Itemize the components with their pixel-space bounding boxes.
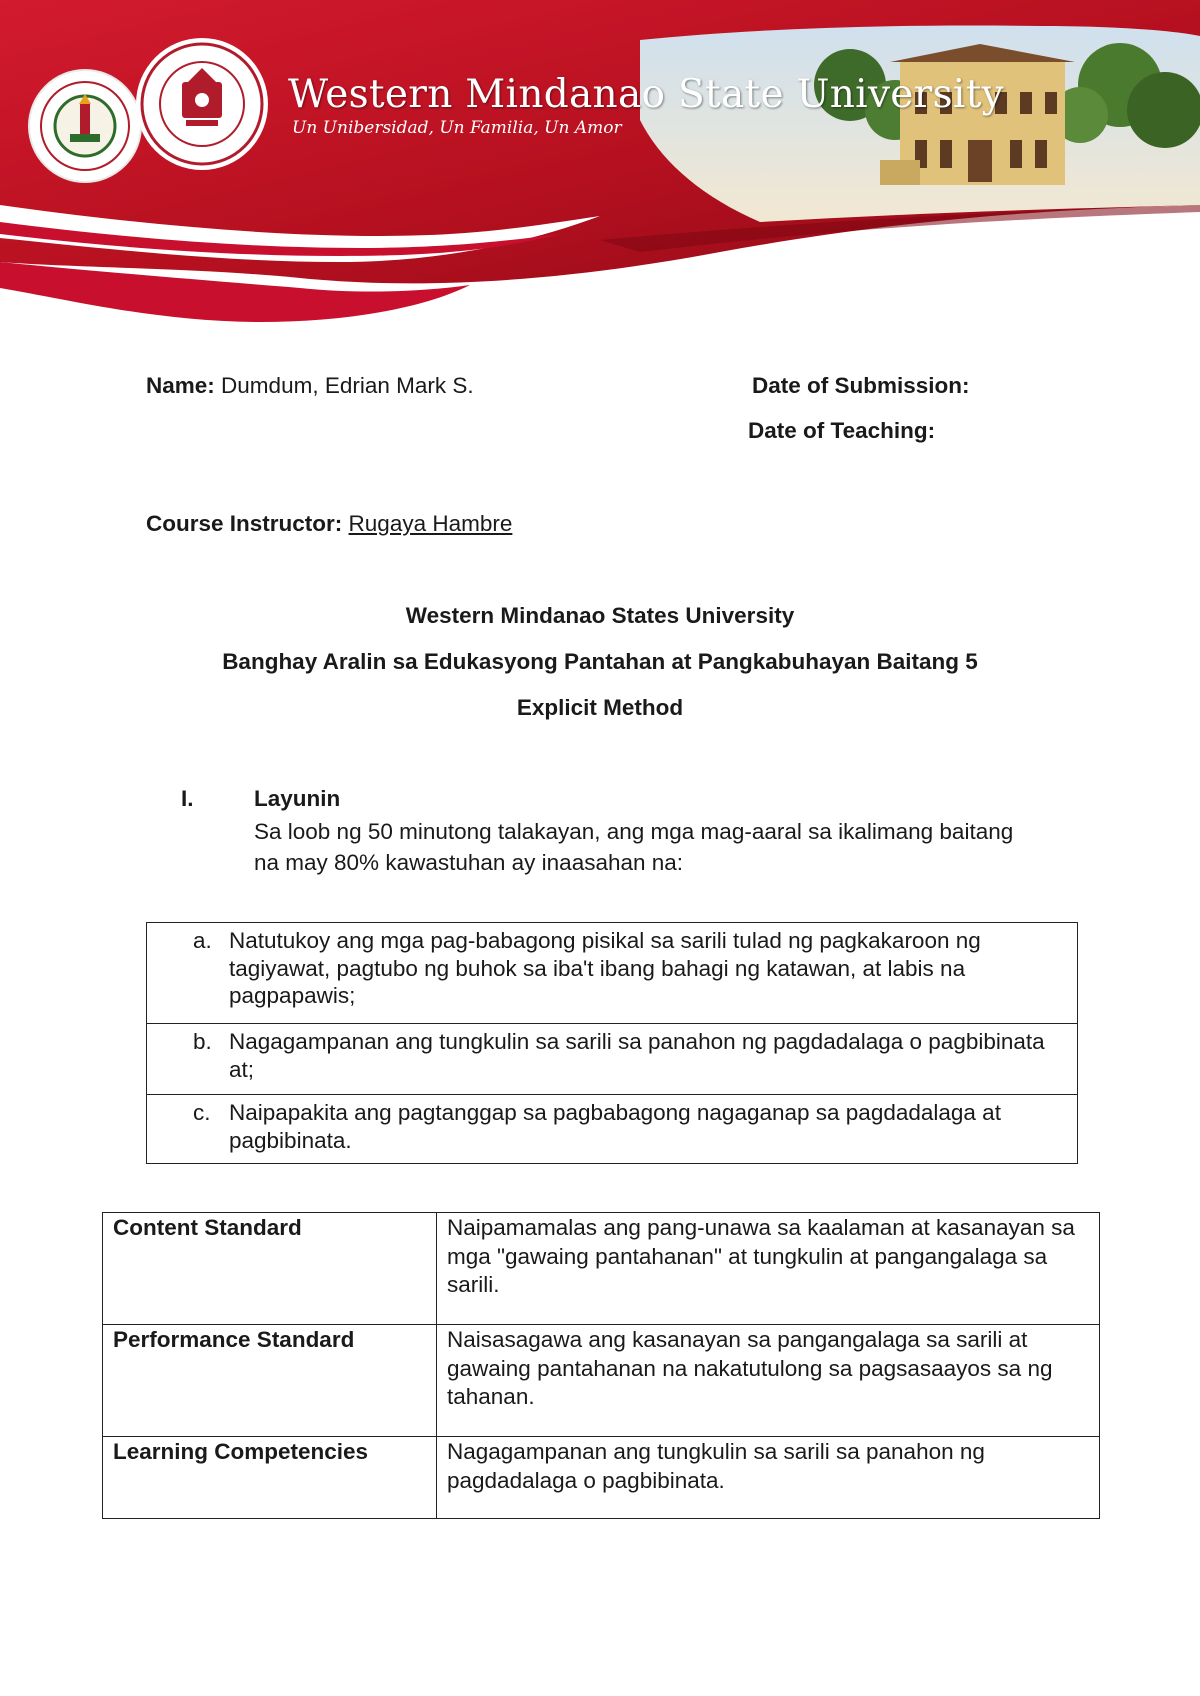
objective-row xyxy=(147,923,1077,1023)
date-of-teaching-label: Date of Teaching: xyxy=(748,418,936,443)
wmsu-seal-logo xyxy=(136,38,268,170)
standards-table xyxy=(102,1212,1100,1519)
content-standard-label: Content Standard xyxy=(103,1213,437,1325)
document-title-method: Explicit Method xyxy=(516,695,684,720)
section-title: Layunin xyxy=(254,786,341,811)
campus-building-photo xyxy=(640,26,1200,222)
table-row xyxy=(103,1325,1100,1437)
learning-competencies-label: Learning Competencies xyxy=(103,1437,437,1519)
objective-letter: c. xyxy=(193,1100,211,1125)
objective-row xyxy=(147,1023,1077,1094)
header-background xyxy=(0,0,1200,340)
student-name-line xyxy=(146,372,474,400)
objective-text: Nagagampanan ang tungkulin sa sarili sa panahon ng pagdadalaga o pagbibinata at; xyxy=(229,1029,1045,1082)
date-of-submission-label: Date of Submission: xyxy=(752,373,970,398)
objective-text: Naipapakita ang pagtanggap sa pagbabagong nagaganap sa pagdadalaga at pagbibinata. xyxy=(229,1100,1001,1153)
name-value: Dumdum, Edrian Mark S. xyxy=(221,373,474,398)
document-title-lesson-plan: Banghay Aralin sa Edukasyong Pantahan at Pangkabuhayan Baitang 5 xyxy=(222,649,978,674)
university-name: Western Mindanao State University xyxy=(288,72,1004,117)
performance-standard-label: Performance Standard xyxy=(103,1325,437,1437)
table-row xyxy=(103,1437,1100,1519)
table-row xyxy=(103,1213,1100,1325)
performance-standard-value: Naisasagawa ang kasanayan sa pangangalaga sa sarili at gawaing pantahanan na nakatutulong sa pagsasaayos sa ng tahanan. xyxy=(437,1325,1100,1437)
learning-competencies-value: Nagagampanan ang tungkulin sa sarili sa panahon ng pagdadalaga o pagbibinata. xyxy=(437,1437,1100,1519)
section-number: I. xyxy=(181,786,194,811)
content-standard-value: Naipamamalas ang pang-unawa sa kaalaman at kasanayan sa mga "gawaing pantahanan" at tungkulin at pangangalaga sa sarili. xyxy=(437,1213,1100,1325)
instructor-label: Course Instructor: xyxy=(146,511,343,536)
name-label: Name: xyxy=(146,373,215,398)
ils-seal-logo xyxy=(29,70,141,182)
university-motto: Un Unibersidad, Un Familia, Un Amor xyxy=(292,118,622,138)
instructor-value: Rugaya Hambre xyxy=(348,511,513,536)
objective-row xyxy=(147,1094,1077,1165)
objective-letter: b. xyxy=(193,1029,212,1054)
section-intro: Sa loob ng 50 minutong talakayan, ang mga mag-aaral sa ikalimang baitang na may 80% kawastuhan ay inaasahan na: xyxy=(254,819,1014,875)
university-header-banner xyxy=(0,0,1200,340)
objective-letter: a. xyxy=(193,928,212,953)
objective-text: Natutukoy ang mga pag-babagong pisikal sa sarili tulad ng pagkakaroon ng tagiyawat, pagtubo ng buhok sa iba't ibang bahagi ng katawan, at labis na pagpapawis; xyxy=(229,928,981,1008)
course-instructor-line xyxy=(146,510,512,538)
objectives-table xyxy=(146,922,1078,1164)
document-title-university: Western Mindanao States University xyxy=(405,603,795,628)
